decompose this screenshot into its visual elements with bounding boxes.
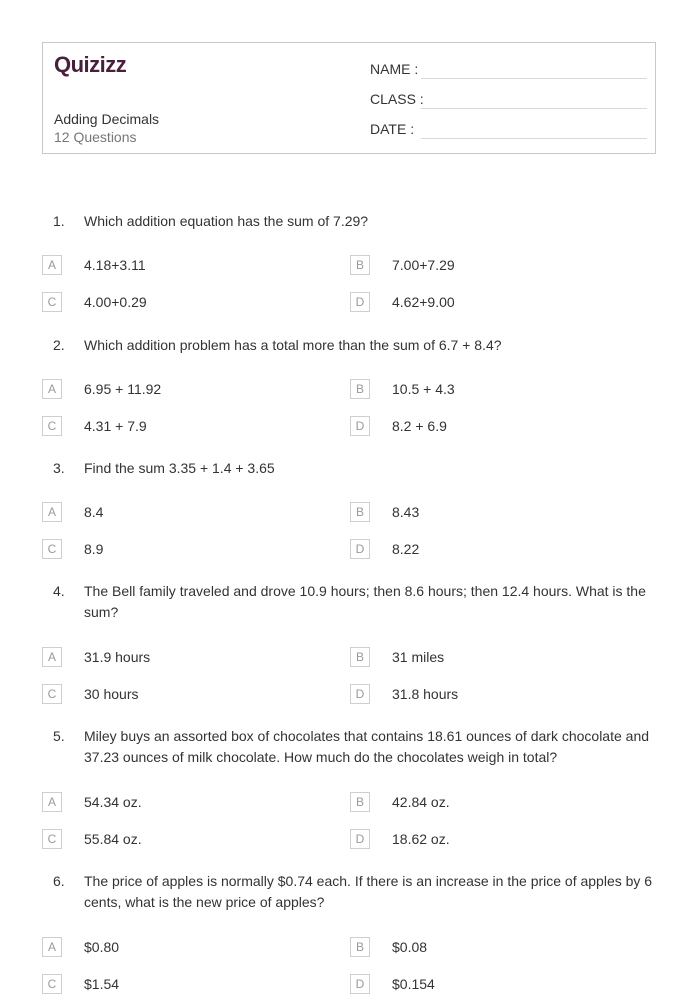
option-letter-box: A bbox=[42, 379, 62, 399]
option-text: 8.2 + 6.9 bbox=[392, 418, 447, 434]
option-letter-box: D bbox=[350, 292, 370, 312]
option-letter-box: D bbox=[350, 539, 370, 559]
option-letter-box: B bbox=[350, 502, 370, 522]
option-letter-box: B bbox=[350, 647, 370, 667]
question-number: 5. bbox=[53, 728, 65, 744]
option-text: 4.18+3.11 bbox=[84, 257, 146, 273]
question-text: Find the sum 3.35 + 1.4 + 3.65 bbox=[84, 460, 275, 476]
option-letter-box: D bbox=[350, 416, 370, 436]
option-text: 54.34 oz. bbox=[84, 794, 142, 810]
quizizz-logo: Quizizz bbox=[54, 52, 127, 77]
question-text: Miley buys an assorted box of chocolates that contains 18.61 ounces of dark chocolate and 37.23 ounces of milk chocolate. How much do the chocolates weigh in total? bbox=[84, 728, 650, 765]
option-text: 8.9 bbox=[84, 541, 104, 557]
option-text: $0.08 bbox=[392, 939, 428, 955]
option-text: 8.22 bbox=[392, 541, 420, 557]
option-letter-box: A bbox=[42, 647, 62, 667]
option-letter-box: B bbox=[350, 937, 370, 957]
option-letter-box: A bbox=[42, 502, 62, 522]
question-number: 4. bbox=[53, 583, 65, 599]
option-letter-box: D bbox=[350, 829, 370, 849]
worksheet-header bbox=[42, 42, 656, 154]
option-letter-box: A bbox=[42, 792, 62, 812]
name-line bbox=[421, 78, 647, 79]
option-letter-box: B bbox=[350, 255, 370, 275]
option-letter-box: C bbox=[42, 974, 62, 994]
question-number: 6. bbox=[53, 873, 65, 889]
question-number: 1. bbox=[53, 213, 65, 229]
option-letter-box: C bbox=[42, 684, 62, 704]
option-letter-box: A bbox=[42, 255, 62, 275]
option-text: $0.154 bbox=[392, 976, 435, 992]
name-label: NAME : bbox=[370, 61, 419, 77]
question-count: 12 Questions bbox=[54, 129, 137, 145]
option-text: $0.80 bbox=[84, 939, 120, 955]
option-letter-box: C bbox=[42, 539, 62, 559]
option-letter-box: C bbox=[42, 416, 62, 436]
option-letter-box: B bbox=[350, 792, 370, 812]
option-letter-box: D bbox=[350, 684, 370, 704]
option-text: 55.84 oz. bbox=[84, 831, 142, 847]
option-text: 31.9 hours bbox=[84, 649, 151, 665]
option-letter-box: D bbox=[350, 974, 370, 994]
question-text: Which addition problem has a total more than the sum of 6.7 + 8.4? bbox=[84, 337, 502, 353]
option-text: 4.00+0.29 bbox=[84, 294, 147, 310]
option-letter-box: B bbox=[350, 379, 370, 399]
option-text: 8.4 bbox=[84, 504, 104, 520]
question-text: The price of apples is normally $0.74 each. If there is an increase in the price of apples by 6 cents, what is the new price of apples? bbox=[84, 873, 653, 910]
option-text: 4.31 + 7.9 bbox=[84, 418, 147, 434]
option-letter-box: C bbox=[42, 292, 62, 312]
option-text: 30 hours bbox=[84, 686, 139, 702]
option-text: 8.43 bbox=[392, 504, 420, 520]
option-text: 31.8 hours bbox=[392, 686, 459, 702]
option-letter-box: C bbox=[42, 829, 62, 849]
option-text: 31 miles bbox=[392, 649, 445, 665]
option-text: $1.54 bbox=[84, 976, 120, 992]
question-number: 2. bbox=[53, 337, 65, 353]
question-text: The Bell family traveled and drove 10.9 hours; then 8.6 hours; then 12.4 hours. What is the sum? bbox=[84, 583, 646, 620]
option-text: 7.00+7.29 bbox=[392, 257, 455, 273]
option-text: 6.95 + 11.92 bbox=[84, 381, 162, 397]
question-number: 3. bbox=[53, 460, 65, 476]
option-text: 42.84 oz. bbox=[392, 794, 450, 810]
option-text: 18.62 oz. bbox=[392, 831, 450, 847]
question-text: Which addition equation has the sum of 7.29? bbox=[84, 213, 369, 229]
date-label: DATE : bbox=[370, 121, 415, 137]
option-text: 10.5 + 4.3 bbox=[392, 381, 455, 397]
date-line bbox=[421, 138, 647, 139]
class-label: CLASS : bbox=[370, 91, 424, 107]
option-text: 4.62+9.00 bbox=[392, 294, 455, 310]
class-line bbox=[421, 108, 647, 109]
worksheet-title: Adding Decimals bbox=[54, 111, 160, 127]
option-letter-box: A bbox=[42, 937, 62, 957]
